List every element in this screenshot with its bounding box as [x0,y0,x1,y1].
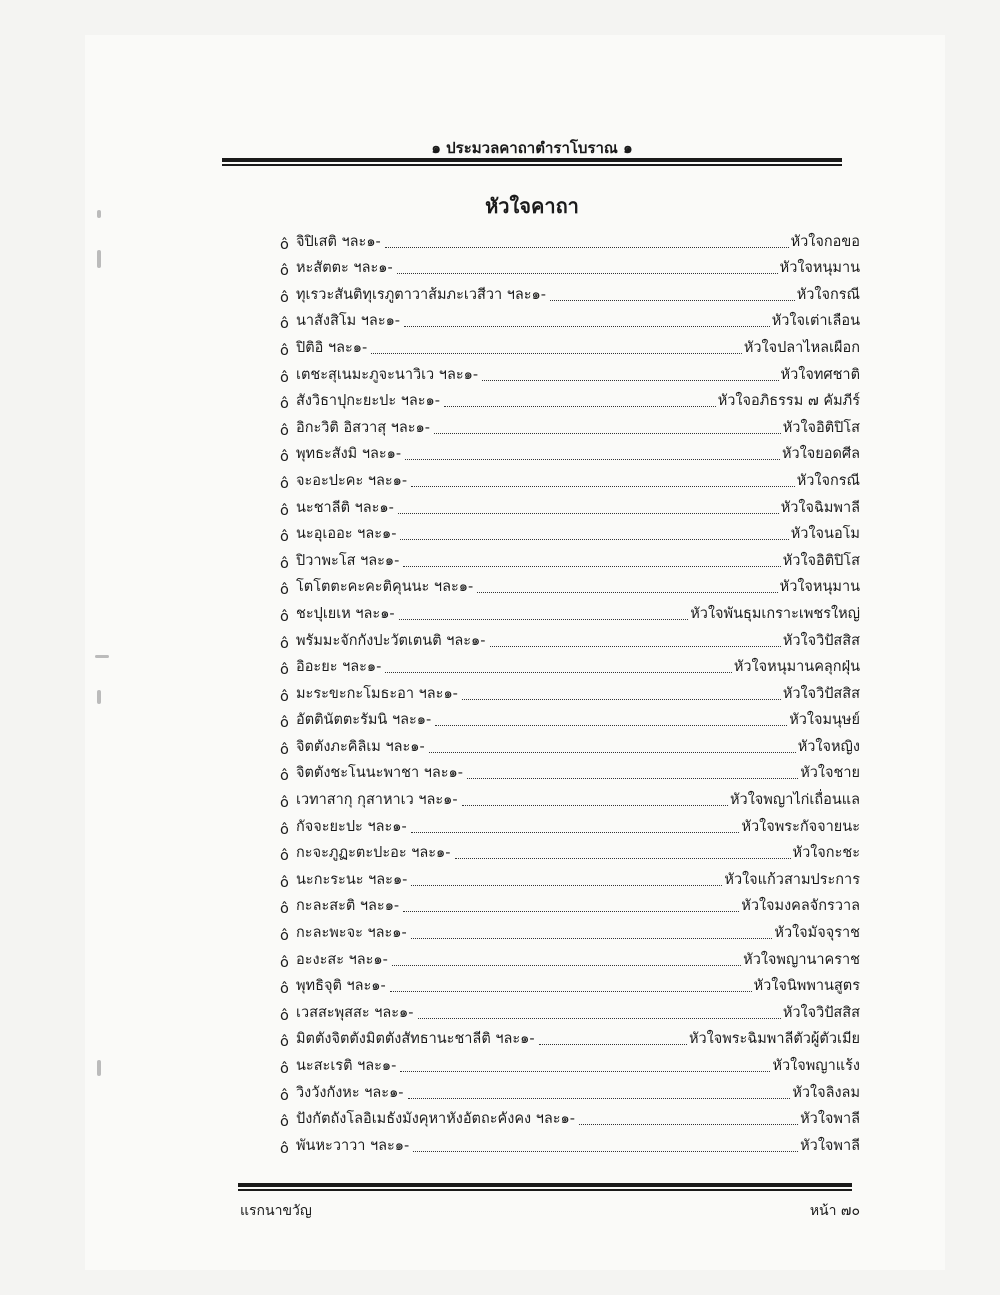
bullet-mark: ô [280,475,289,492]
dot-leader [550,300,795,301]
dot-leader [411,832,740,833]
chant-meaning: หัวใจมงคลจักรวาล [741,898,860,915]
scan-speck [97,1060,101,1076]
chant-meaning: หัวใจยอดศีล [782,446,860,463]
page-title: หัวใจคาถา [485,194,579,218]
bullet-mark: ô [280,396,289,413]
bullet-mark: ô [280,928,289,945]
chant-entry [280,572,860,599]
chant-list [280,226,860,1157]
bullet-mark: ô [280,848,289,865]
chant-meaning: หัวใจกอขอ [790,233,860,250]
bullet-mark: ô [280,768,289,785]
chant-meaning: หัวใจมนุษย์ [789,712,860,729]
bullet-mark: ô [280,555,289,572]
chant-text: มะระขะกะโมธะอา ฯละ๑- [296,685,458,702]
bullet-mark: ô [280,502,289,519]
chant-meaning: หัวใจฉิมพาลี [780,499,860,516]
chant-text: กะจะภูฏะตะปะอะ ฯละ๑- [296,845,451,862]
chant-text: เวทาสากุ กุสาหาเว ฯละ๑- [296,792,458,809]
chant-entry [280,997,860,1024]
chant-entry [280,412,860,439]
chant-text: ทุเรวะสันติทุเรภูตาวาส้มภะเวสีวา ฯละ๑- [296,286,546,303]
chant-entry [280,465,860,492]
chant-meaning: หัวใจพระกัจจายนะ [741,818,860,835]
bullet-mark: ô [280,449,289,466]
chant-entry [280,598,860,625]
dot-leader [399,619,689,620]
dot-leader [397,273,778,274]
dot-leader [392,965,741,966]
chant-text: อะงะสะ ฯละ๑- [296,951,388,968]
scan-speck [97,690,101,704]
chant-text: ชะปุเยเห ฯละ๑- [296,605,395,622]
chant-entry [280,625,860,652]
dot-leader [435,725,787,726]
chant-meaning: หัวใจกรณี [796,472,860,489]
bullet-mark: ô [280,369,289,386]
chant-meaning: หัวใจอภิธรรม ๗ คัมภีร์ [717,393,860,410]
chant-text: จิตตังชะโนนะพาชา ฯละ๑- [296,765,463,782]
bullet-mark: ô [280,954,289,971]
bullet-mark: ô [280,529,289,546]
bullet-mark: ô [280,715,289,732]
bullet-mark: ô [280,1087,289,1104]
chant-meaning: หัวใจวิปัสสิส [782,632,860,649]
chant-text: ปิวาพะโส ฯละ๑- [296,552,400,569]
dot-leader [455,858,791,859]
bullet-mark: ô [280,289,289,306]
chant-meaning: หัวใจมัจจุราช [774,925,860,942]
chant-meaning: หัวใจหนุมานคลุกฝุ่น [733,659,860,676]
chant-text: จิตตังภะคิลิเม ฯละ๑- [296,738,425,755]
bullet-mark: ô [280,263,289,280]
chant-text: นะอุเออะ ฯละ๑- [296,526,397,543]
bullet-mark: ô [280,608,289,625]
chant-text: นะชาลีติ ฯละ๑- [296,499,394,516]
chant-meaning: หัวใจนิพพานสูตร [753,978,860,995]
bullet-mark: ô [280,236,289,253]
chant-entry [280,891,860,918]
chant-entry [280,864,860,891]
dot-leader [413,1151,798,1152]
dot-leader [404,326,770,327]
chant-text: วิงวังกังหะ ฯละ๑- [296,1084,404,1101]
dot-leader [434,433,781,434]
chant-text: หะสัตตะ ฯละ๑- [296,260,393,277]
chant-entry [280,1077,860,1104]
chant-text: พุทธะสังมิ ฯละ๑- [296,446,402,463]
chant-meaning: หัวใจหนุมาน [779,579,860,596]
chant-meaning: หัวใจลิงลม [792,1084,860,1101]
bullet-mark: ô [280,635,289,652]
chant-meaning: หัวใจแก้วสามประการ [724,871,860,888]
chant-text: พันหะวาวา ฯละ๑- [296,1137,410,1154]
bullet-mark: ô [280,422,289,439]
chant-meaning: หัวใจนอโม [790,526,860,543]
bullet-mark: ô [280,795,289,812]
chant-meaning: หัวใจพญานาคราช [743,951,860,968]
chant-meaning: หัวใจพันธุมเกราะเพชรใหญ่ [690,605,860,622]
chant-text: อิกะวิติ อิสวาสุ ฯละ๑- [296,419,430,436]
chant-entry [280,359,860,386]
chant-meaning: หัวใจพระฉิมพาลีตัวผู้ตัวเมีย [688,1031,860,1048]
chant-meaning: หัวใจปลาไหลเผือก [743,339,860,356]
chant-entry [280,306,860,333]
chant-text: จะอะปะคะ ฯละ๑- [296,472,408,489]
chant-text: กัจจะยะปะ ฯละ๑- [296,818,407,835]
bullet-mark: ô [280,821,289,838]
chant-text: จิปิเสติ ฯละ๑- [296,233,381,250]
chant-entry [280,705,860,732]
dot-leader [400,1071,770,1072]
running-header: ๑ ประมวลคาถาตำราโบราณ ๑ [431,139,633,157]
dot-leader [398,513,779,514]
chant-text: มิตตังจิตตังมิตตังสัทธานะชาลีติ ฯละ๑- [296,1031,535,1048]
bullet-mark: ô [280,342,289,359]
scan-speck [95,655,109,658]
dot-leader [411,885,722,886]
chant-entry [280,944,860,971]
chant-text: เตชะสุเนมะภูจะนาวิเว ฯละ๑- [296,366,479,383]
chant-text: กะละพะจะ ฯละ๑- [296,925,407,942]
dot-leader [371,353,742,354]
chant-entry [280,332,860,359]
dot-leader [462,805,728,806]
chant-text: พรัมมะจักกังปะวัตเตนติ ฯละ๑- [296,632,486,649]
scan-speck [97,250,101,268]
dot-leader [539,1044,687,1045]
chant-entry [280,971,860,998]
chant-text: อัตตินัตตะรัมนิ ฯละ๑- [296,712,432,729]
chant-entry [280,811,860,838]
dot-leader [579,1124,798,1125]
chant-meaning: หัวใจหนุมาน [779,260,860,277]
page-number: หน้า ๗๐ [809,1203,860,1219]
dot-leader [429,752,796,753]
dot-leader [403,566,780,567]
chant-entry [280,1050,860,1077]
chant-entry [280,917,860,944]
dot-leader [462,699,781,700]
chant-entry [280,731,860,758]
chant-entry [280,838,860,865]
bullet-mark: ô [280,1114,289,1131]
bullet-mark: ô [280,316,289,333]
chant-meaning: หัวใจทศชาติ [780,366,860,383]
chant-text: เวสสะพุสสะ ฯละ๑- [296,1004,414,1021]
dot-leader [385,672,732,673]
chant-meaning: หัวใจกรณี [796,286,860,303]
footer-rule [238,1183,852,1187]
chant-entry [280,492,860,519]
chant-entry [280,439,860,466]
dot-leader [385,247,789,248]
chant-entry [280,1104,860,1131]
chant-text: นาสังสิโม ฯละ๑- [296,313,401,330]
chant-entry [280,386,860,413]
chant-entry [280,545,860,572]
bullet-mark: ô [280,1034,289,1051]
chant-meaning: หัวใจพาลี [800,1111,860,1128]
chant-text: นะกะระนะ ฯละ๑- [296,871,408,888]
chant-entry [280,253,860,280]
chant-text: พุทธิจุติ ฯละ๑- [296,978,386,995]
chant-entry [280,784,860,811]
dot-leader [400,539,788,540]
chant-meaning: หัวใจชาย [800,765,860,782]
dot-leader [482,380,778,381]
chant-entry [280,1130,860,1157]
chant-entry [280,758,860,785]
scan-speck [97,210,101,218]
chant-meaning: หัวใจพญาแร้ง [772,1058,860,1074]
chant-meaning: หัวใจหญิง [797,738,860,755]
chant-text: กะละสะติ ฯละ๑- [296,898,400,915]
chant-text: ปิติอิ ฯละ๑- [296,339,368,356]
chant-meaning: หัวใจพาลี [800,1137,860,1154]
bullet-mark: ô [280,688,289,705]
bullet-mark: ô [280,901,289,918]
chant-text: นะสะเรติ ฯละ๑- [296,1058,397,1074]
chant-meaning: หัวใจอิติปิโส [782,419,860,436]
chant-text: อิอะยะ ฯละ๑- [296,659,382,676]
chant-meaning: หัวใจอิติปิโส [782,552,860,569]
chant-entry [280,519,860,546]
dot-leader [390,991,752,992]
chant-entry [280,279,860,306]
chant-meaning: หัวใจวิปัสสิส [782,1004,860,1021]
chant-meaning: หัวใจเต่าเลือน [771,313,860,330]
bullet-mark: ô [280,662,289,679]
dot-leader [444,406,716,407]
dot-leader [411,938,773,939]
chant-entry [280,652,860,679]
bullet-mark: ô [280,1061,289,1077]
chant-meaning: หัวใจกะชะ [792,845,860,862]
chant-text: โตโตตะคะคะติคุนนะ ฯละ๑- [296,579,474,596]
chant-meaning: หัวใจวิปัสสิส [782,685,860,702]
footer-book-title: แรกนาขวัญ [240,1203,312,1219]
header-rule [222,158,842,162]
dot-leader [408,1098,791,1099]
chant-entry [280,1024,860,1051]
dot-leader [403,911,739,912]
chant-entry [280,226,860,253]
header-rule-thin [222,164,842,166]
chant-entry [280,678,860,705]
chant-meaning: หัวใจพญาไก่เถื่อนแล [730,792,860,809]
bullet-mark: ô [280,981,289,998]
chant-text: ปังกัตถังโลอิเมธังมังคุหาหังอัตถะคังคง ฯละ๑- [296,1111,575,1128]
dot-leader [405,459,780,460]
dot-leader [490,646,781,647]
dot-leader [418,1018,781,1019]
bullet-mark: ô [280,1007,289,1024]
bullet-mark: ô [280,741,289,758]
footer-rule-thin [238,1189,852,1191]
dot-leader [411,486,795,487]
bullet-mark: ô [280,582,289,599]
chant-text: สังวิธาปุกะยะปะ ฯละ๑- [296,393,440,410]
dot-leader [467,778,798,779]
bullet-mark: ô [280,1140,289,1157]
dot-leader [477,592,777,593]
bullet-mark: ô [280,874,289,891]
